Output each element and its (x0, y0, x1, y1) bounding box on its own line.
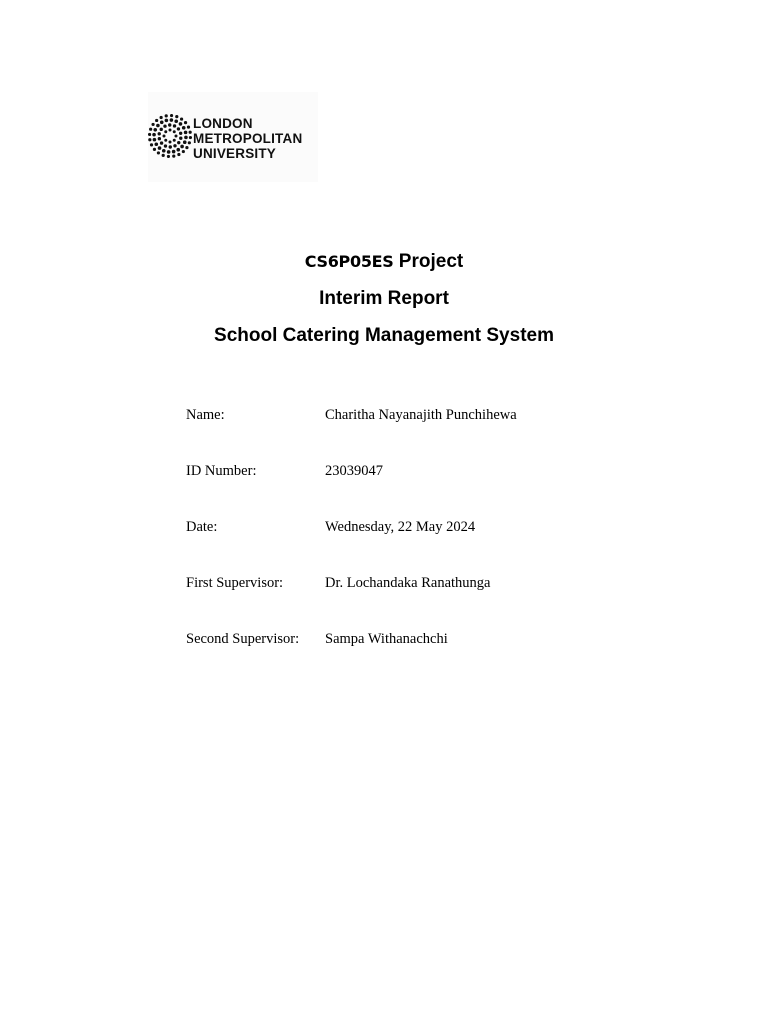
logo-dot (179, 122, 183, 126)
date-value: Wednesday, 22 May 2024 (325, 519, 476, 535)
logo-dot (169, 141, 172, 144)
logo-wordmark (193, 116, 302, 161)
logo-dot (169, 145, 172, 148)
detail-row-name (186, 402, 517, 458)
logo-dot (151, 123, 154, 126)
logo-dot (149, 128, 152, 131)
logo-dot (155, 119, 158, 122)
logo-dot (189, 131, 192, 134)
logo-dot (152, 133, 156, 137)
details-table (186, 402, 517, 682)
logo-dot (168, 123, 171, 126)
logo-dot (187, 126, 190, 129)
logo-dot (163, 125, 166, 128)
system-title: School Catering Management System (214, 325, 554, 346)
logo-dot (167, 150, 171, 154)
logo-dot (177, 153, 180, 156)
university-logo (148, 92, 318, 182)
logo-dot (156, 124, 160, 128)
logo-dot (179, 132, 182, 135)
logo-dot (172, 150, 176, 154)
project-title (0, 248, 768, 285)
logo-dot (167, 155, 170, 158)
logo-dot (189, 136, 192, 139)
detail-row-first-supervisor (186, 570, 517, 626)
logo-dot (172, 155, 175, 158)
logo-line-3: UNIVERSITY (193, 146, 277, 161)
logo-dot (170, 118, 174, 122)
logo-dot (173, 144, 176, 147)
logo-dot (162, 154, 165, 157)
logo-dot (160, 116, 163, 119)
logo-dot (175, 115, 178, 118)
logo-dot (180, 117, 183, 120)
logo-dot (160, 141, 163, 144)
logo-dot (164, 130, 167, 133)
logo-dot (158, 132, 161, 135)
logo-line-1: LONDON (193, 116, 253, 131)
logo-dot (182, 126, 186, 130)
logo-dot (150, 143, 153, 146)
logo-dot (174, 119, 178, 123)
logo-dot (177, 127, 180, 130)
logo-dot (153, 148, 156, 151)
logo-dot (158, 137, 161, 140)
logo-dot (176, 148, 180, 152)
logo-dot (184, 121, 187, 124)
logo-line-2: METROPOLITAN (193, 131, 303, 146)
logo-dot (162, 149, 166, 153)
detail-row-date (186, 514, 517, 570)
logo-dot (157, 151, 160, 154)
logo-dot (185, 146, 188, 149)
logo-dot (164, 139, 167, 142)
logo-dot (158, 146, 162, 150)
second-supervisor-value: Sampa Withanachchi (325, 631, 448, 647)
logo-dot (148, 138, 151, 141)
logo-dot (177, 141, 180, 144)
logo-dot (175, 135, 178, 138)
logo-dot (160, 121, 164, 125)
logo-dot (155, 142, 159, 146)
logo-dot (169, 129, 172, 132)
name-value: Charitha Nayanajith Punchihewa (325, 407, 517, 423)
logo-dot (163, 135, 166, 138)
name-label: Name: (186, 407, 225, 423)
logo-dot (184, 136, 188, 140)
logo-dot (184, 131, 188, 135)
detail-row-second-supervisor (186, 626, 517, 682)
logo-dot (182, 150, 185, 153)
date-label: Date: (186, 519, 218, 535)
logo-dot (173, 124, 176, 127)
logo-dot (180, 145, 184, 149)
logo-dot (165, 119, 169, 123)
report-title: Interim Report (319, 288, 449, 309)
logo-dot (153, 128, 157, 132)
logo-dot (179, 136, 182, 139)
logo-dot (165, 114, 168, 117)
second-supervisor-label: Second Supervisor: (186, 631, 300, 647)
title-block (0, 248, 768, 359)
project-word: Project (398, 251, 464, 272)
logo-dot (183, 140, 187, 144)
logo-dot (148, 133, 151, 136)
logo-dot (173, 139, 176, 142)
id-value: 23039047 (325, 463, 383, 479)
course-code: CS6P05ES (304, 252, 394, 271)
first-supervisor-label: First Supervisor: (186, 575, 284, 591)
logo-dot (153, 138, 157, 142)
logo-dot (173, 130, 176, 133)
first-supervisor-value: Dr. Lochandaka Ranathunga (325, 575, 491, 591)
logo-dot (170, 114, 173, 117)
logo-dot (160, 128, 163, 131)
logo-dot (188, 141, 191, 144)
starburst-icon (148, 114, 192, 158)
detail-row-id (186, 458, 517, 514)
id-label: ID Number: (186, 463, 257, 479)
logo-dot (164, 144, 167, 147)
